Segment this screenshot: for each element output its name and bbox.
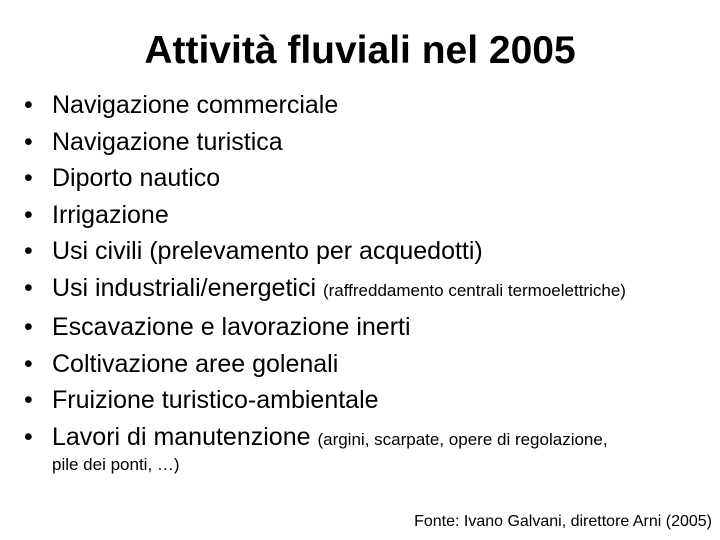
bullet-icon: • xyxy=(24,313,33,341)
list-item xyxy=(24,419,718,476)
list-item-text: Coltivazione aree golenali xyxy=(52,349,339,378)
bullet-icon: • xyxy=(24,422,33,451)
bullet-list xyxy=(24,87,718,475)
source-credit: Fonte: Ivano Galvani, direttore Arni (2005) xyxy=(414,513,712,530)
list-item-note: (argini, scarpate, opere di regolazione, xyxy=(317,429,608,449)
list-item-text: Escavazione e lavorazione inerti xyxy=(52,313,411,341)
list-item-text: Lavori di manutenzione xyxy=(52,422,318,451)
bullet-icon: • xyxy=(24,127,33,156)
list-item-text: Navigazione turistica xyxy=(52,127,283,156)
bullet-icon: • xyxy=(24,349,33,378)
bullet-icon: • xyxy=(24,237,33,265)
list-item xyxy=(24,382,718,419)
list-item-text: Navigazione commerciale xyxy=(52,91,339,119)
bullet-icon: • xyxy=(24,273,33,302)
slide-title xyxy=(0,26,720,76)
list-item-note: (raffreddamento centrali termoelettriche) xyxy=(322,280,626,300)
list-item-text: Usi civili (prelevamento per acquedotti) xyxy=(52,237,483,265)
list-item xyxy=(24,270,718,310)
list-item xyxy=(24,309,718,346)
list-item-text: Fruizione turistico-ambientale xyxy=(52,386,379,414)
list-item xyxy=(24,87,718,124)
bullet-icon: • xyxy=(24,164,33,192)
list-item xyxy=(24,160,718,197)
bullet-icon: • xyxy=(24,200,33,229)
list-item-text: Usi industriali/energetici xyxy=(52,273,323,302)
list-item-text: Diporto nautico xyxy=(52,164,221,192)
list-item xyxy=(24,346,718,383)
bullet-icon: • xyxy=(24,386,33,414)
list-item xyxy=(24,233,718,270)
bullet-icon: • xyxy=(24,91,33,119)
list-item-continuation: pile dei ponti, …) xyxy=(52,455,180,474)
list-item xyxy=(24,197,718,234)
list-item-text: Irrigazione xyxy=(52,200,169,229)
slide-title-text: Attività fluviali nel 2005 xyxy=(144,29,576,72)
list-item xyxy=(24,124,718,161)
